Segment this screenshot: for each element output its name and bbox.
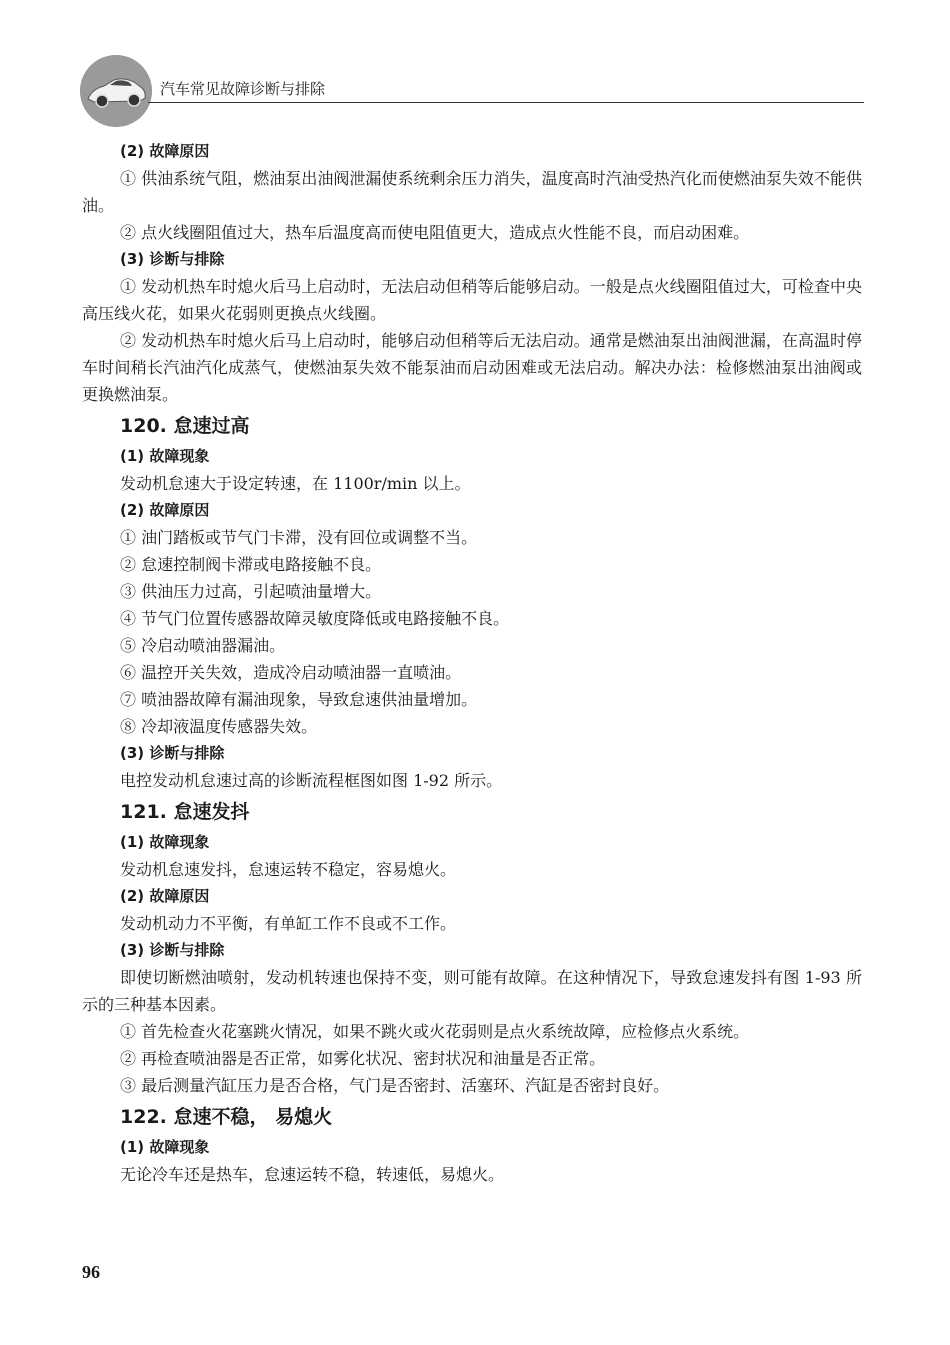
running-header-title: 汽车常见故障诊断与排除 [160,80,326,98]
section-heading: 121. 怠速发抖 [120,801,250,823]
paragraph: ② 点火线圈阻值过大，热车后温度高而使电阻值更大，造成点火性能不良，而启动困难。 [120,223,750,242]
car-emblem-icon [80,55,152,127]
section-heading: 122. 怠速不稳， 易熄火 [120,1106,333,1128]
paragraph: ⑥ 温控开关失效，造成冷启动喷油器一直喷油。 [120,663,462,682]
paragraph: ③ 供油压力过高，引起喷油量增大。 [120,582,382,601]
subheading: (2) 故障原因 [120,501,210,519]
page-number: 96 [82,1262,100,1282]
paragraph: ⑤ 冷启动喷油器漏油。 [120,636,286,655]
paragraph: ① 首先检查火花塞跳火情况，如果不跳火或火花弱则是点火系统故障，应检修点火系统。 [120,1022,750,1041]
subheading: (3) 诊断与排除 [120,250,225,268]
page-body [82,138,862,1188]
section-heading: 120. 怠速过高 [120,415,250,437]
subheading: (3) 诊断与排除 [120,941,225,959]
paragraph: ⑧ 冷却液温度传感器失效。 [120,717,318,736]
paragraph: ② 发动机热车时熄火后马上启动时，能够启动但稍等后无法启动。通常是燃油泵出油阀泄漏，在高温时停车时间稍长汽油汽化成蒸气，使燃油泵失效不能泵油而启动困难或无法启动。解决办法：检修燃油泵出油阀或更换燃油泵。 [82,331,862,404]
subheading: (1) 故障现象 [120,1138,210,1156]
paragraph: 发动机怠速大于设定转速，在 1100r/min 以上。 [120,474,471,493]
paragraph: 电控发动机怠速过高的诊断流程框图如图 1-92 所示。 [120,771,503,790]
paragraph: ① 油门踏板或节气门卡滞，没有回位或调整不当。 [120,528,478,547]
paragraph: ① 发动机热车时熄火后马上启动时，无法启动但稍等后能够启动。一般是点火线圈阻值过大，可检查中央高压线火花，如果火花弱则更换点火线圈。 [82,277,862,323]
paragraph: ② 怠速控制阀卡滞或电路接触不良。 [120,555,382,574]
paragraph: 发动机动力不平衡，有单缸工作不良或不工作。 [120,914,457,933]
subheading: (2) 故障原因 [120,887,210,905]
subheading: (1) 故障现象 [120,833,210,851]
paragraph: ② 再检查喷油器是否正常，如雾化状况、密封状况和油量是否正常。 [120,1049,606,1068]
paragraph: ③ 最后测量汽缸压力是否合格，气门是否密封、活塞环、汽缸是否密封良好。 [120,1076,670,1095]
paragraph: ① 供油系统气阻，燃油泵出油阀泄漏使系统剩余压力消失，温度高时汽油受热汽化而使燃油泵失效不能供油。 [82,169,862,215]
paragraph: 发动机怠速发抖，怠速运转不稳定，容易熄火。 [120,860,457,879]
subheading: (3) 诊断与排除 [120,744,225,762]
subheading: (1) 故障现象 [120,447,210,465]
paragraph: 无论冷车还是热车，怠速运转不稳，转速低，易熄火。 [120,1165,505,1184]
paragraph: 即使切断燃油喷射，发动机转速也保持不变，则可能有故障。在这种情况下，导致怠速发抖有图 1-93 所示的三种基本因素。 [82,968,862,1014]
header-rule [148,102,864,103]
paragraph: ④ 节气门位置传感器故障灵敏度降低或电路接触不良。 [120,609,510,628]
subheading: (2) 故障原因 [120,142,210,160]
paragraph: ⑦ 喷油器故障有漏油现象，导致怠速供油量增加。 [120,690,478,709]
